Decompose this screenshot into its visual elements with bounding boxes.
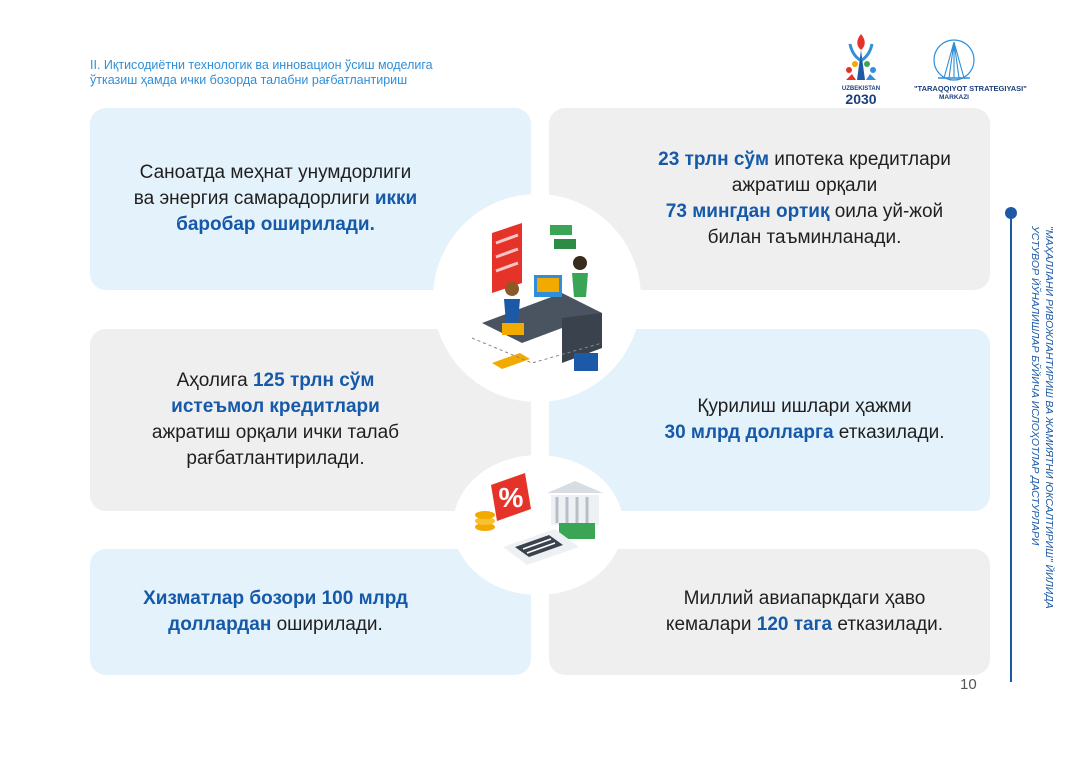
card4-text-b: етказилади. — [833, 422, 945, 443]
uzbekistan-2030-emblem-icon — [836, 30, 886, 108]
card3-highlight-b: истеъмол кредитлари — [171, 396, 380, 417]
card2-highlight-b: 73 мингдан ортиқ — [665, 201, 830, 222]
card3-text-d: рағбатлантирилади. — [186, 448, 365, 469]
card4-text-a: Қурилиш ишлари ҳажми — [697, 396, 912, 417]
card2-text-b: ажратиш орқали — [731, 175, 878, 196]
card-aviation-fleet — [549, 549, 990, 675]
logo-uz-text: UZBEKISTAN — [841, 86, 881, 92]
card6-text-c: етказилади. — [832, 614, 944, 635]
section-header — [90, 58, 550, 88]
page-number: 10 — [960, 676, 977, 693]
card5-highlight-b: доллардан — [168, 614, 272, 635]
taraqqiyot-strategiyasi-logo — [914, 38, 1027, 106]
side-vertical-caption — [1028, 226, 1056, 686]
side-caption-line-2: УСТУВОР ЙЎНАЛИШЛАР БЎЙИЧА ИСЛОҲОТЛАР ДАСТУРЛАРИ — [1029, 226, 1041, 546]
card2-highlight-a: 23 трлн сўм — [658, 149, 770, 170]
card2-text-a: ипотека кредитлари — [769, 149, 951, 170]
finance-illustration-circle — [453, 455, 623, 595]
card1-text-b: ва энергия самарадорлиги — [133, 188, 375, 209]
card6-text-b: кемалари — [665, 614, 757, 635]
percent-symbol: % — [498, 482, 524, 513]
card4-highlight: 30 млрд долларга — [664, 422, 834, 443]
card3-highlight-a: 125 трлн сўм — [252, 370, 375, 391]
card1-text-a: Саноатда меҳнат унумдорлиги — [139, 162, 412, 183]
card6-highlight: 120 тага — [756, 614, 833, 635]
side-timeline-line — [1010, 212, 1012, 682]
logo-ts-sub: MARKAZI — [939, 94, 969, 101]
logo-uz-year: 2030 — [845, 91, 877, 107]
card5-text-b: оширилади. — [271, 614, 383, 635]
side-caption-line-1: "МАҲАЛЛАНИ РИВОЖЛАНТИРИШ ВА ЖАМИЯТНИ ЮКСАЛТИРИШ" ЙИЛИДА — [1043, 226, 1055, 609]
office-illustration-circle — [433, 194, 641, 402]
office-workers-illustration-icon — [452, 213, 622, 383]
header-line-1: II. Иқтисодиётни технологик ва инновацион ўсиш моделига — [90, 58, 433, 72]
card5-highlight-a: Хизматлар бозори 100 млрд — [143, 588, 408, 609]
card6-text-a: Миллий авиапаркдаги ҳаво — [683, 588, 926, 609]
card1-highlight-b: баробар оширилади. — [176, 214, 375, 235]
logo-ts-name: "TARAQQIYOT STRATEGIYASI" — [914, 84, 1027, 93]
card1-highlight-a: икки — [374, 188, 418, 209]
card2-text-d: билан таъминланади. — [707, 227, 902, 248]
header-line-2: ўтказиш ҳамда ички бозорда талабни рағбатлантириш — [90, 73, 408, 87]
monument-icon — [914, 38, 994, 84]
card3-text-c: ажратиш орқали ички талаб — [151, 422, 400, 443]
card2-text-c: оила уй-жой — [829, 201, 944, 222]
percent-bank-calculator-illustration-icon — [463, 465, 613, 585]
card3-text-a: Аҳолига — [176, 370, 253, 391]
uzbekistan-2030-logo — [836, 30, 886, 108]
